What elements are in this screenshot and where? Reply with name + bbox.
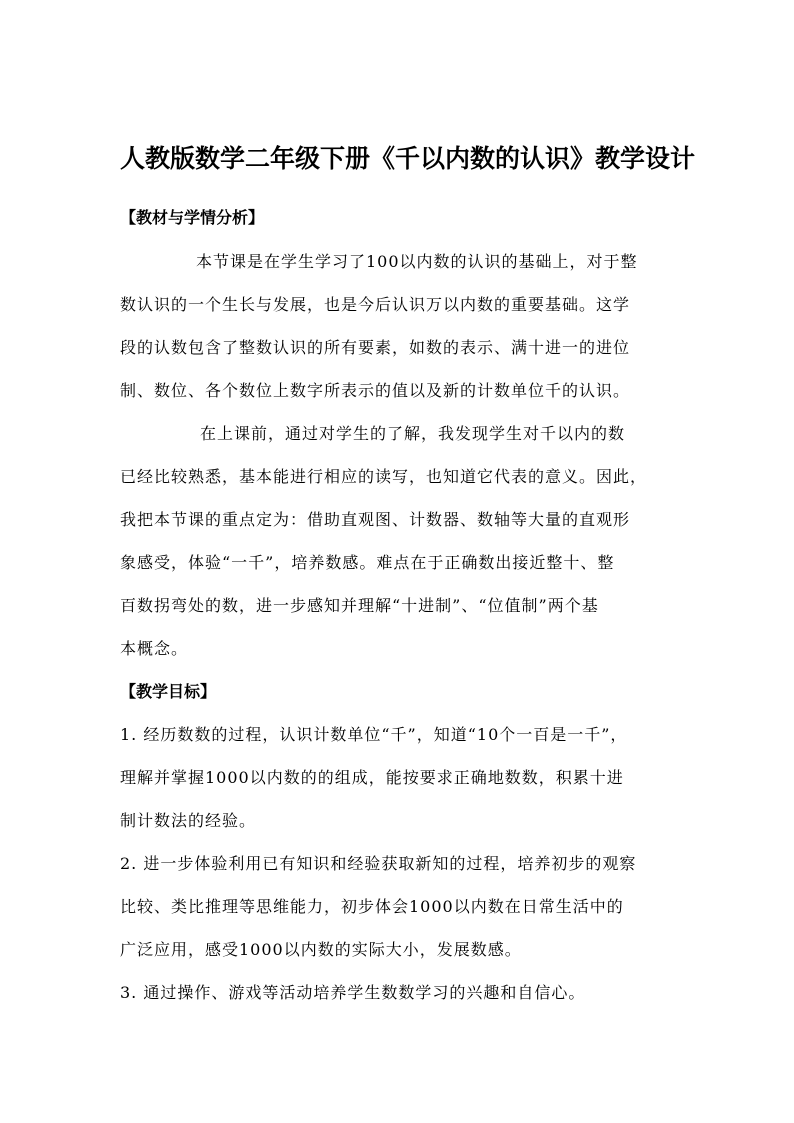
goal-line: 比较、类比推理等思维能力，初步体会1000以内数在日常生活中的 — [120, 897, 624, 916]
paragraph-line: 本节课是在学生学习了100以内数的认识的基础上，对于整 — [196, 252, 638, 271]
section-heading-analysis: 【教材与学情分析】 — [120, 208, 265, 227]
section-heading-goals: 【教学目标】 — [120, 682, 217, 701]
paragraph-line: 本概念。 — [120, 639, 189, 658]
paragraph-line: 已经比较熟悉，基本能进行相应的读写，也知道它代表的意义。因此， — [120, 467, 648, 486]
goal-line: 1. 经历数数的过程，认识计数单位“千”，知道“10个一百是一千”， — [120, 725, 628, 744]
paragraph-line: 段的认数包含了整数认识的所有要素，如数的表示、满十进一的进位 — [120, 338, 631, 357]
goal-line: 制计数法的经验。 — [120, 811, 257, 830]
paragraph-line: 在上课前，通过对学生的了解，我发现学生对千以内的数 — [200, 424, 626, 443]
goal-line: 2. 进一步体验利用已有知识和经验获取新知的过程，培养初步的观察 — [120, 854, 637, 873]
paragraph-line: 制、数位、各个数位上数字所表示的值以及新的计数单位千的认识。 — [120, 381, 631, 400]
paragraph-line: 数认识的一个生长与发展，也是今后认识万以内数的重要基础。这学 — [120, 295, 631, 314]
goal-line: 理解并掌握1000以内数的的组成，能按要求正确地数数，积累十进 — [120, 768, 624, 787]
page-title: 人教版数学二年级下册《千以内数的认识》教学设计 — [120, 144, 696, 173]
paragraph-line: 象感受，体验“一千”，培养数感。难点在于正确数出接近整十、整 — [120, 553, 615, 572]
paragraph-line: 百数拐弯处的数，进一步感知并理解“十进制”、“位值制”两个基 — [120, 596, 599, 615]
paragraph-line: 我把本节课的重点定为：借助直观图、计数器、数轴等大量的直观形 — [120, 510, 631, 529]
goal-line: 广泛应用，感受1000以内数的实际大小，发展数感。 — [120, 940, 522, 959]
goal-line: 3. 通过操作、游戏等活动培养学生数数学习的兴趣和自信心。 — [120, 983, 586, 1002]
